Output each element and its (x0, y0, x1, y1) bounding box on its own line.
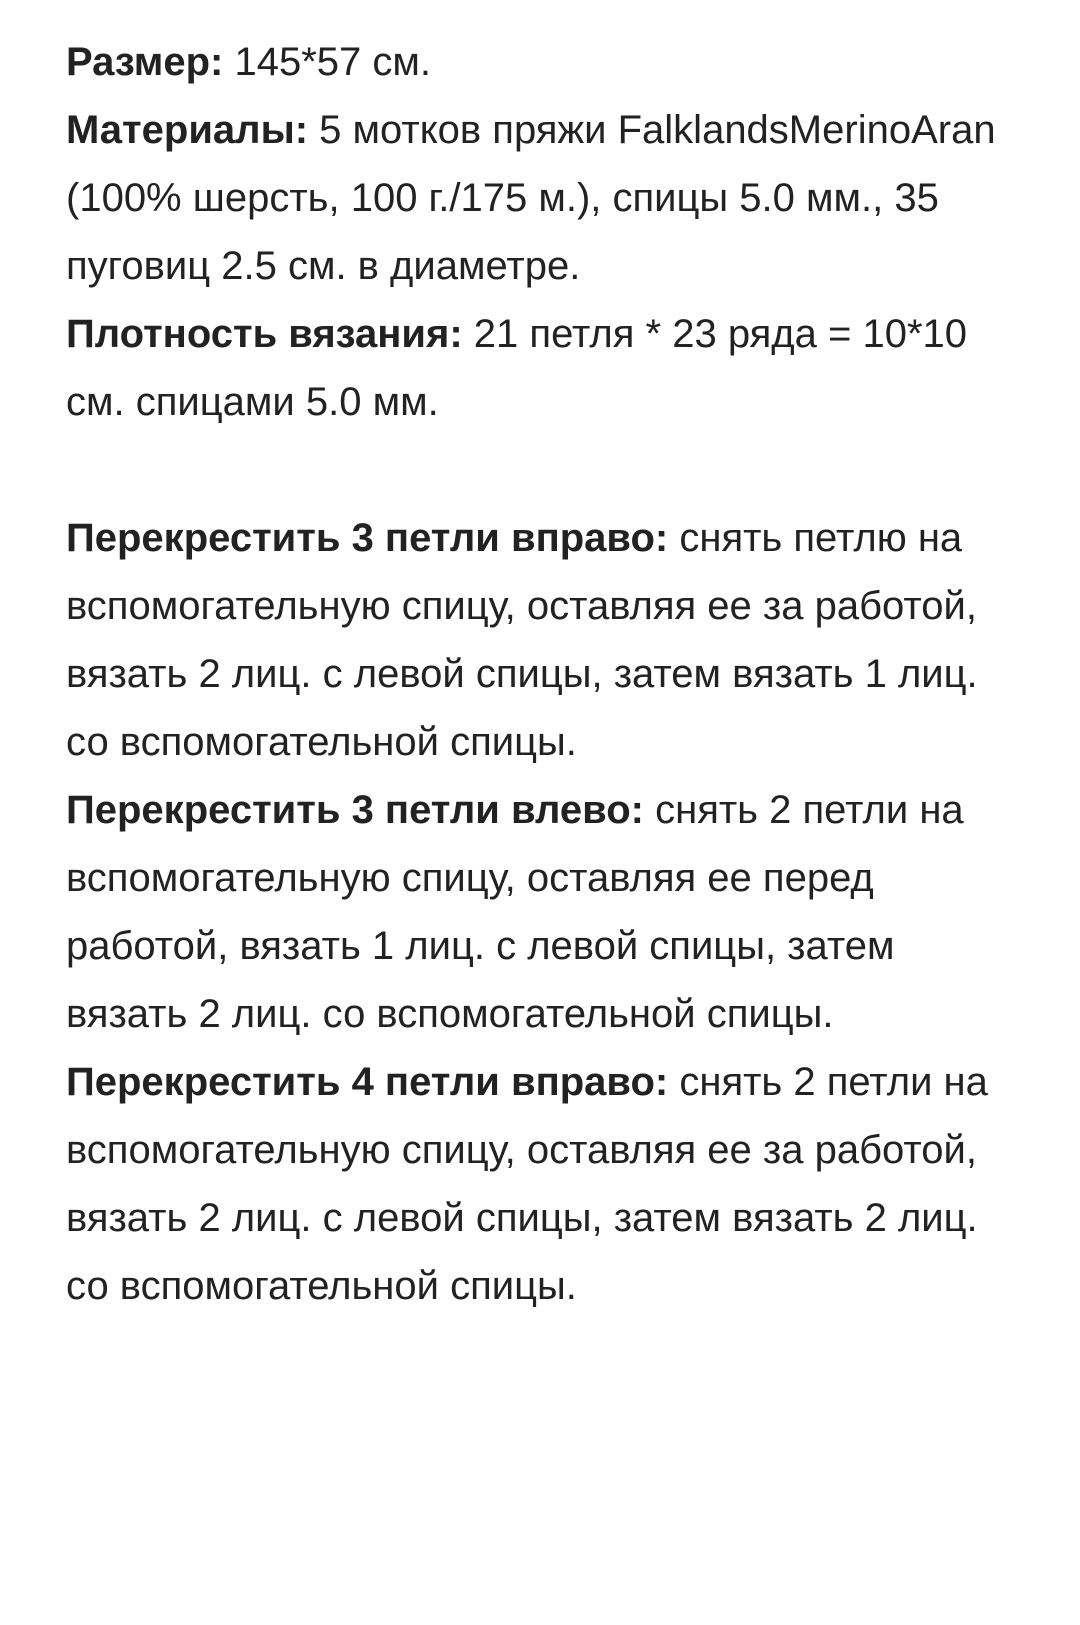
stitch-name: Перекрестить 3 петли вправо: (66, 516, 669, 560)
size-value: 145*57 см. (223, 40, 432, 84)
materials-value: 5 мотков пряжи FalklandsMerinoAran (100% шерсть, 100 г./175 м.), спицы 5.0 мм., 35 пуговиц 2.5 см. в диаметре. (66, 108, 996, 288)
gauge-value: 21 петля * 23 ряда = 10*10 см. спицами 5.0 мм. (66, 312, 968, 424)
gauge-label: Плотность вязания: (66, 312, 463, 356)
stitch-name: Перекрестить 4 петли вправо: (66, 1060, 669, 1104)
gauge-line (66, 300, 1020, 436)
size-label: Размер: (66, 40, 224, 84)
size-line (66, 28, 1020, 96)
materials-label: Материалы: (66, 108, 309, 152)
paragraph-spacer (66, 436, 1020, 504)
materials-line (66, 96, 1020, 300)
stitch-instructions: снять 2 петли на вспомогательную спицу, оставляя ее перед работой, вязать 1 лиц. с левой спицы, затем вязать 2 лиц. со вспомогательной спицы. (66, 788, 964, 1036)
stitch-name: Перекрестить 3 петли влево: (66, 788, 644, 832)
stitch-instructions: снять 2 петли на вспомогательную спицу, оставляя ее за работой, вязать 2 лиц. с левой спицы, затем вязать 2 лиц. со вспомогательной спицы. (66, 1060, 988, 1308)
stitch-definition (66, 1048, 1020, 1320)
stitch-instructions: снять петлю на вспомогательную спицу, оставляя ее за работой, вязать 2 лиц. с левой спицы, затем вязать 1 лиц. со вспомогательной спицы. (66, 516, 978, 764)
stitch-definition (66, 504, 1020, 776)
stitch-definition (66, 776, 1020, 1048)
